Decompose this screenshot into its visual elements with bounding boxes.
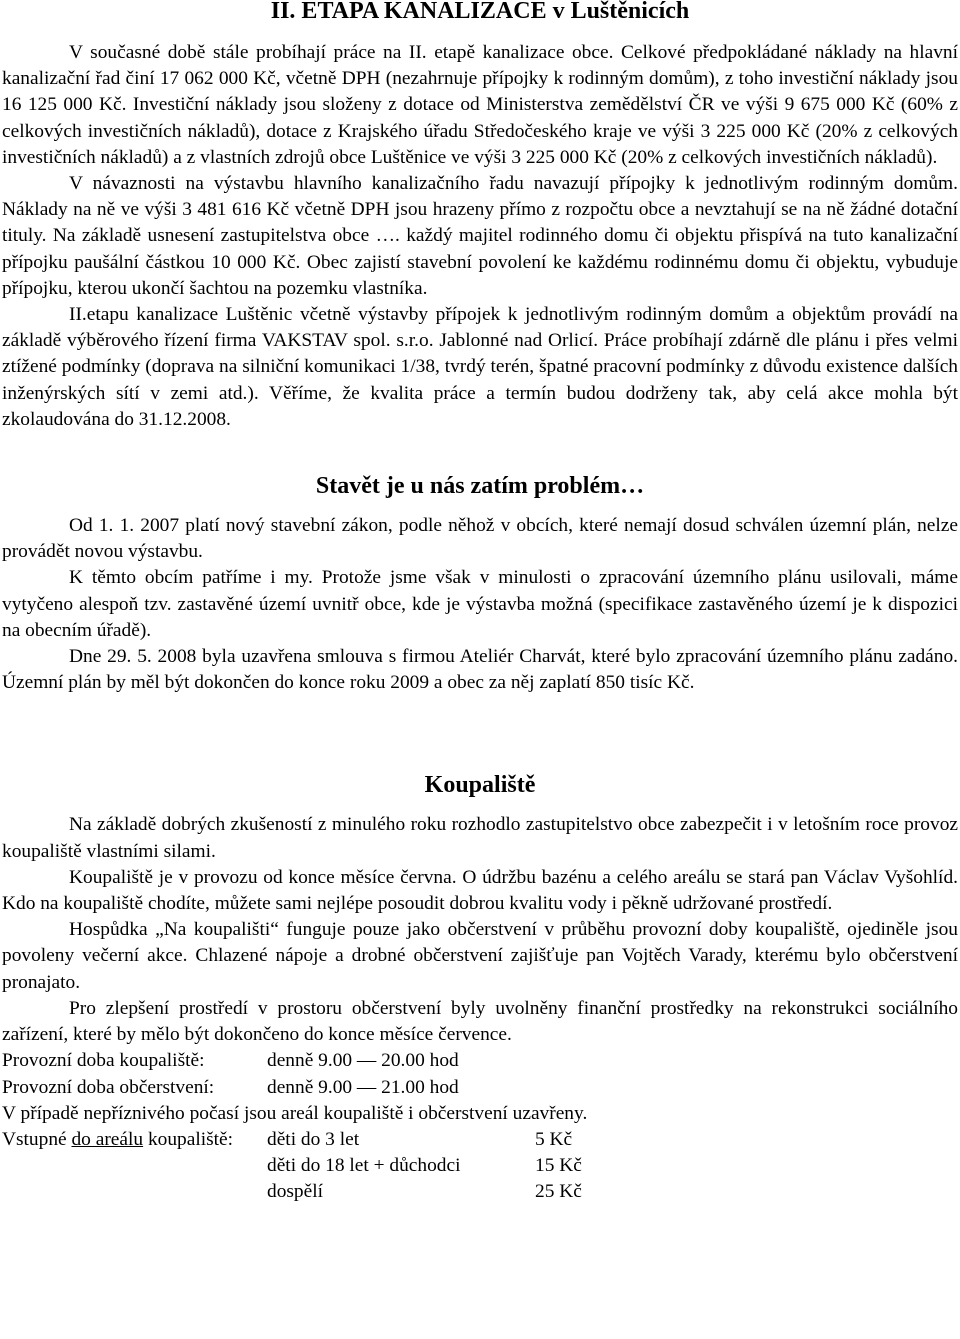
paragraph: V návaznosti na výstavbu hlavního kanalizačního řadu navazují přípojky k jednotlivým rodinným domům. Náklady na ně ve výši 3 481 616 Kč včetně DPH jsou hrazeny přímo z rozpočtu obce a nevztahují se na ně žádné dotační tituly. Na základě usnesení zastupitelstva obce …. každý majitel rodinného domu či objektu přispívá na tuto kanalizační přípojku paušální částkou 10 000 Kč. Obec zajistí stavební povolení ke každému rodinnému domu či objektu, vybuduje přípojku, kterou ukončí šachtou na pozemku vlastníka. [2, 173, 958, 299]
paragraph: Koupaliště je v provozu od konce měsíce června. O údržbu bazénu a celého areálu se stará pan Václav Vyšohlíd. Kdo na koupaliště chodíte, můžete sami nejlépe posoudit dobrou kvalitu vody i pěkně udržované prostředí. [2, 866, 958, 915]
section-title-koupaliste: Koupaliště [424, 772, 536, 799]
hours-row-obcerstveni [2, 1075, 958, 1101]
paragraph: Dne 29. 5. 2008 byla uzavřena smlouva s firmou Ateliér Charvát, které bylo zpracování územního plánu zadáno. Územní plán by měl být dokončen do konce roku 2009 a obec za něj zaplatí 850 tisíc Kč. [2, 646, 958, 694]
fee-heading [2, 1127, 267, 1153]
fee-price: 5 Kč [535, 1128, 573, 1150]
hours-label: Provozní doba koupaliště: [2, 1050, 205, 1072]
section-title-kanalizace: II. ETAPA KANALIZACE v Luštěnicích [270, 0, 690, 24]
fee-price: 25 Kč [535, 1181, 582, 1203]
fee-category: děti do 3 let [267, 1128, 360, 1150]
fee-category: dospělí [267, 1181, 324, 1203]
paragraph: Hospůdka „Na koupališti“ funguje pouze jako občerstvení v průběhu provozní doby koupaliště, ojediněle jsou povoleny večerní akce. Chlazené nápoje a drobné občerstvení zajišťuje pan Vojtěch Varady, kterému bylo občerstvení pronajato. [2, 919, 958, 993]
fee-category: děti do 18 let + důchodci [267, 1155, 461, 1177]
fee-heading-suffix: koupaliště: [143, 1128, 234, 1150]
fee-heading-prefix: Vstupné [2, 1128, 72, 1150]
paragraph: Na základě dobrých zkušeností z minulého roku rozhodlo zastupitelstvo obce zabezpečit i v letošním roce provoz koupaliště vlastními silami. [2, 814, 958, 862]
hours-label: Provozní doba občerstvení: [2, 1076, 215, 1098]
weather-note: V případě nepříznivého počasí jsou areál koupaliště i občerstvení uzavřeny. [2, 1102, 588, 1124]
fee-row [2, 1153, 958, 1179]
paragraph: K těmto obcím patříme i my. Protože jsme však v minulosti o zpracování územního plánu usilovali, máme vytyčeno alespoň tzv. zastavěné území uvnitř obce, kde je výstavba možná (specifikace zastavěného území je k dispozici na obecním úřadě). [2, 567, 958, 641]
paragraph: V současné době stále probíhají práce na II. etapě kanalizace obce. Celkové předpokládané náklady na hlavní kanalizační řad činí 17 062 000 Kč, včetně DPH (nezahrnuje přípojky k rodinným domům), z toho investiční náklady jsou 16 125 000 Kč. Investiční náklady jsou složeny z dotace od Ministerstva zemědělství ČR ve výši 9 675 000 Kč (60% z celkových investičních nákladů), dotace z Krajského úřadu Středočeského kraje ve výši 3 225 000 Kč (20% z celkových investičních nákladů) a z vlastních zdrojů obce Luštěnice ve výši 3 225 000 Kč (20% z celkových investičních nákladů). [2, 42, 958, 168]
paragraph: Od 1. 1. 2007 platí nový stavební zákon, podle něhož v obcích, které nemají dosud schválen územní plán, nelze provádět novou výstavbu. [2, 515, 958, 563]
paragraph: Pro zlepšení prostředí v prostoru občerstvení byly uvolněny finanční prostředky na rekonstrukci sociálního zařízení, které by mělo být dokončeno do konce měsíce července. [2, 997, 958, 1046]
hours-value: denně 9.00 — 21.00 hod [267, 1076, 459, 1098]
fee-heading-underlined: do areálu [71, 1128, 144, 1150]
fee-row [2, 1127, 958, 1153]
fee-row [2, 1179, 958, 1205]
fee-price: 15 Kč [535, 1155, 582, 1177]
document-page [2, 0, 958, 1206]
paragraph: II.etapu kanalizace Luštěnic včetně výstavby přípojek k jednotlivým rodinným domům a objektům provádí na základě výběrového řízení firma VAKSTAV spol. s.r.o. Jablonné nad Orlicí. Práce probíhají zdárně dle plánu i přes velmi ztížené podmínky (doprava na silniční komunikaci 1/38, tvrdý terén, špatné pracovní podmínky z důvodu existence dalších inženýrských sítí v zemi atd.). Věříme, že kvalita práce a termín budou dodrženy tak, aby celá akce mohla být zkolaudována do 31.12.2008. [2, 304, 958, 430]
hours-value: denně 9.00 — 20.00 hod [267, 1050, 459, 1072]
hours-row-koupaliste [2, 1048, 958, 1074]
section-title-stavet: Stavět je u nás zatím problém… [315, 473, 645, 500]
